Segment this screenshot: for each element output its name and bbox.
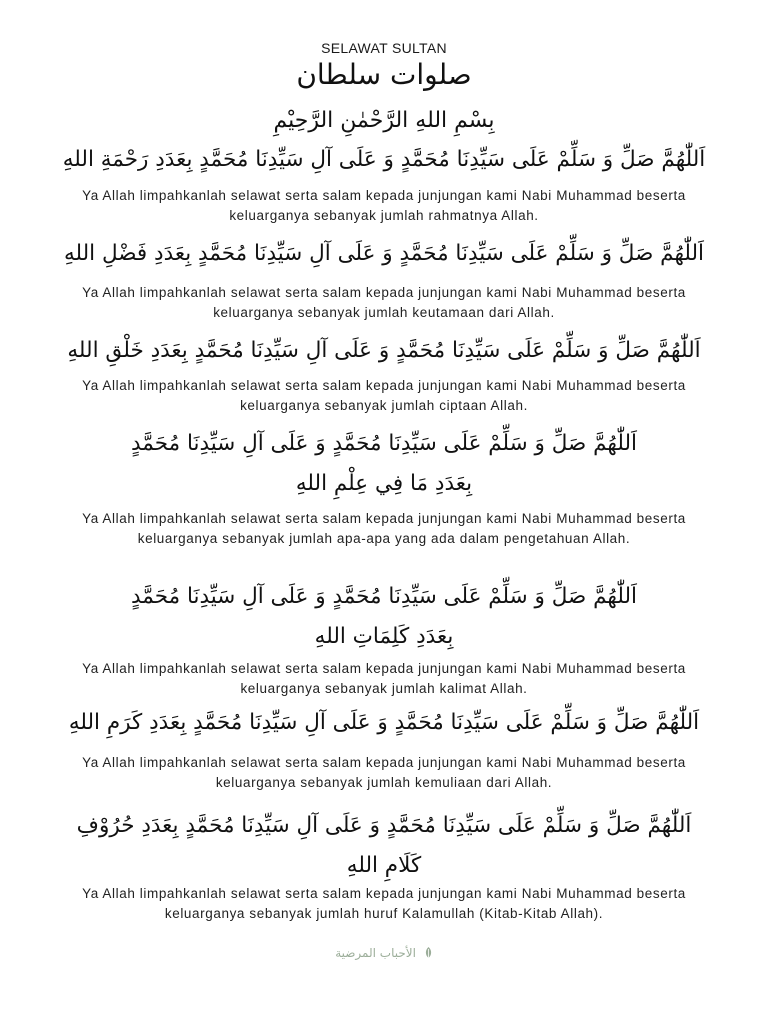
- verse-5-arabic: اَللّٰهُمَّ صَلِّ وَ سَلِّمْ عَلَى سَيِّدِنَا مُحَمَّدٍ وَ عَلَى آلِ سَيِّدِنَا مُحَمَّدٍ بِعَدَدِ كَلِمَاتِ اللهِ: [131, 584, 637, 649]
- verse-1-translation: Ya Allah limpahkanlah selawat serta salam kepada junjungan kami Nabi Muhammad beserta keluarganya sebanyak jumlah rahmatnya Allah.: [82, 188, 686, 223]
- basmala: بِسْمِ اللهِ الرَّحْمٰنِ الرَّحِيْمِ: [273, 108, 495, 133]
- verse-7-translation: Ya Allah limpahkanlah selawat serta salam kepada junjungan kami Nabi Muhammad beserta keluarganya sebanyak jumlah huruf Kalamullah (Kitab-Kitab Allah).: [82, 886, 686, 921]
- verse-7-arabic: اَللّٰهُمَّ صَلِّ وَ سَلِّمْ عَلَى سَيِّدِنَا مُحَمَّدٍ وَ عَلَى آلِ سَيِّدِنَا مُحَمَّدٍ بِعَدَدِ حُرُوْفِ كَلَامِ اللهِ: [76, 813, 692, 878]
- verse-6-arabic: اَللّٰهُمَّ صَلِّ وَ سَلِّمْ عَلَى سَيِّدِنَا مُحَمَّدٍ وَ عَلَى آلِ سَيِّدِنَا مُحَمَّدٍ بِعَدَدِ كَرَمِ اللهِ: [68, 710, 700, 735]
- verse-6-translation: Ya Allah limpahkanlah selawat serta salam kepada junjungan kami Nabi Muhammad beserta keluarganya sebanyak jumlah kemuliaan dari Allah.: [82, 755, 686, 790]
- footer-logo: [0, 946, 768, 960]
- verse-4-translation: Ya Allah limpahkanlah selawat serta salam kepada junjungan kami Nabi Muhammad beserta keluarganya sebanyak jumlah apa-apa yang ada dalam pengetahuan Allah.: [82, 511, 686, 546]
- page-title-latin: SELAWAT SULTAN: [321, 40, 447, 56]
- verse-4-arabic: اَللّٰهُمَّ صَلِّ وَ سَلِّمْ عَلَى سَيِّدِنَا مُحَمَّدٍ وَ عَلَى آلِ سَيِّدِنَا مُحَمَّدٍ بِعَدَدِ مَا فِي عِلْمِ اللهِ: [131, 431, 637, 496]
- footer-logo-text: الأحباب المرضية: [335, 946, 416, 960]
- verse-5-translation: Ya Allah limpahkanlah selawat serta salam kepada junjungan kami Nabi Muhammad beserta keluarganya sebanyak jumlah kalimat Allah.: [82, 661, 686, 696]
- verse-3-translation: Ya Allah limpahkanlah selawat serta salam kepada junjungan kami Nabi Muhammad beserta keluarganya sebanyak jumlah ciptaan Allah.: [82, 378, 686, 413]
- leaf-icon: [424, 947, 433, 959]
- page-title-arabic: صلوات سلطان: [296, 58, 472, 91]
- verse-1-arabic: اَللّٰهُمَّ صَلِّ وَ سَلِّمْ عَلَى سَيِّدِنَا مُحَمَّدٍ وَ عَلَى آلِ سَيِّدِنَا مُحَمَّدٍ بِعَدَدِ رَحْمَةِ اللهِ: [62, 147, 706, 172]
- verse-2-translation: Ya Allah limpahkanlah selawat serta salam kepada junjungan kami Nabi Muhammad beserta keluarganya sebanyak jumlah keutamaan dari Allah.: [82, 285, 686, 320]
- verse-2-arabic: اَللّٰهُمَّ صَلِّ وَ سَلِّمْ عَلَى سَيِّدِنَا مُحَمَّدٍ وَ عَلَى آلِ سَيِّدِنَا مُحَمَّدٍ بِعَدَدِ فَضْلِ اللهِ: [63, 241, 705, 266]
- verse-3-arabic: اَللّٰهُمَّ صَلِّ وَ سَلِّمْ عَلَى سَيِّدِنَا مُحَمَّدٍ وَ عَلَى آلِ سَيِّدِنَا مُحَمَّدٍ بِعَدَدِ خَلْقِ اللهِ: [67, 338, 701, 363]
